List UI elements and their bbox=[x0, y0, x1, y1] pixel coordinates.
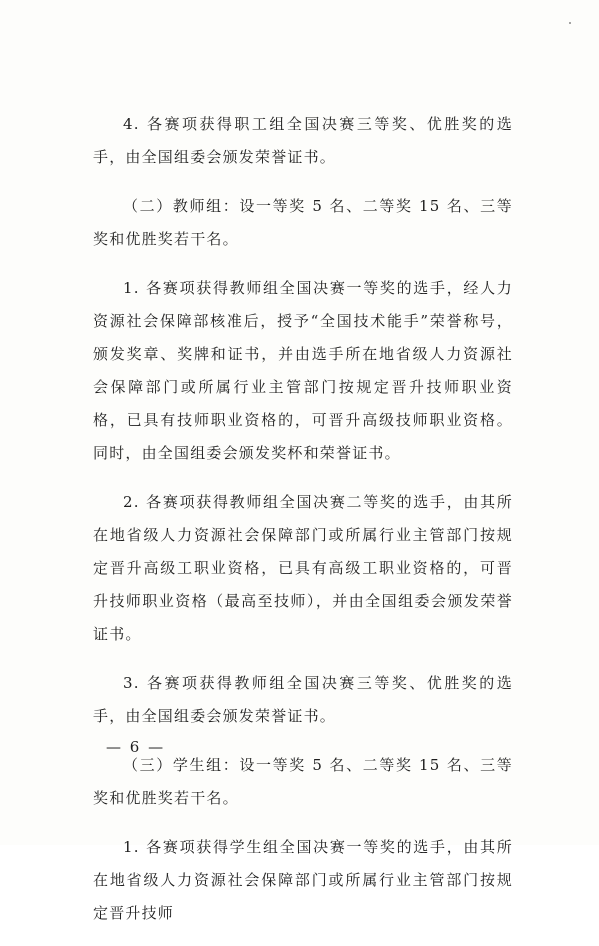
section-heading-teacher-group: （二）教师组：设一等奖 5 名、二等奖 15 名、三等奖和优胜奖若干名。 bbox=[93, 197, 513, 248]
document-body bbox=[93, 108, 513, 946]
paragraph-student-first-prize: 1. 各赛项获得学生组全国决赛一等奖的选手，由其所在地省级人力资源社会保障部门或所属行业主管部门按规定晋升技师 bbox=[93, 838, 513, 922]
paragraph-teacher-second-prize: 2. 各赛项获得教师组全国决赛二等奖的选手，由其所在地省级人力资源社会保障部门或所属行业主管部门按规定晋升高级工职业资格，已具有高级工职业资格的，可晋升技师职业资格（最高至技师），并由全国组委会颁发荣誉证书。 bbox=[93, 493, 513, 643]
scan-dot bbox=[569, 22, 571, 24]
paragraph-teacher-first-prize: 1. 各赛项获得教师组全国决赛一等奖的选手，经人力资源社会保障部核准后，授予“全国技术能手”荣誉称号，颁发奖章、奖牌和证书，并由选手所在地省级人力资源社会保障部门或所属行业主管部门按规定晋升技师职业资格，已具有技师职业资格的，可晋升高级技师职业资格。同时，由全国组委会颁发奖杯和荣誉证书。 bbox=[93, 279, 513, 462]
section-heading-student-group: （三）学生组：设一等奖 5 名、二等奖 15 名、三等奖和优胜奖若干名。 bbox=[93, 756, 513, 807]
paragraph-staff-third-prize: 4. 各赛项获得职工组全国决赛三等奖、优胜奖的选手，由全国组委会颁发荣誉证书。 bbox=[93, 115, 513, 166]
page-number: — 6 — bbox=[106, 738, 166, 756]
paragraph-teacher-third-prize: 3. 各赛项获得教师组全国决赛三等奖、优胜奖的选手，由全国组委会颁发荣誉证书。 bbox=[93, 674, 513, 725]
